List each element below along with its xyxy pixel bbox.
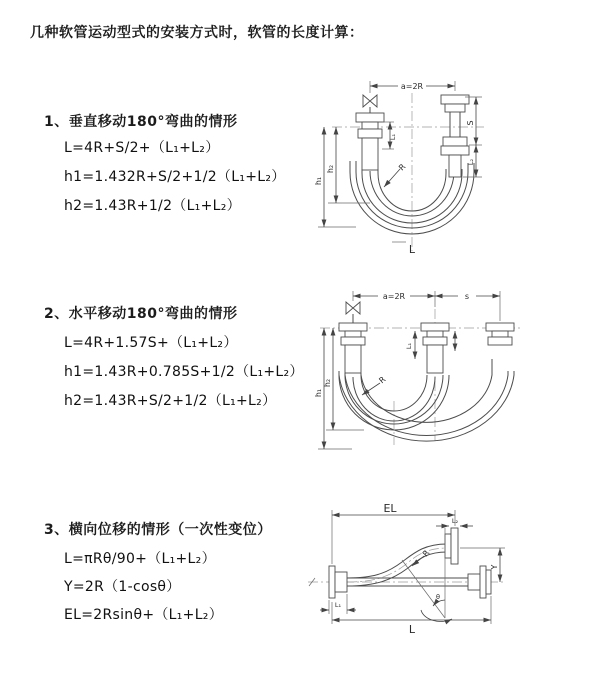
dim-label-r: R: [377, 374, 388, 386]
hose-u-bend-moved: [339, 359, 514, 441]
braid-hatch: [345, 345, 361, 373]
left-fitting: [339, 302, 367, 373]
dim-label-s: s: [464, 292, 470, 301]
dim-label-theta: θ: [436, 593, 440, 601]
dim-label-l1: L₁: [405, 342, 413, 350]
dim-l: [332, 596, 491, 636]
dim-label-l2: L₂: [467, 158, 475, 166]
radius-construction: [402, 528, 452, 621]
dim-l2: [436, 517, 473, 526]
radius-leader: [384, 162, 408, 187]
flange: [421, 323, 449, 331]
formula-line: EL=2Rsinθ+（L₁+L₂）: [64, 607, 224, 623]
right-fitting: [441, 95, 469, 177]
diagram-vertical-180-bend: [308, 65, 593, 265]
diagram-horizontal-180-bend: [312, 283, 600, 461]
dim-label-l: L: [408, 623, 416, 636]
section-1-heading: 1、垂直移动180°弯曲的情形: [44, 114, 238, 130]
dim-label-l: L: [408, 243, 416, 256]
middle-fitting: [421, 323, 449, 373]
flange: [329, 566, 335, 598]
page-title: 几种软管运动型式的安装方式时，软管的长度计算：: [30, 25, 364, 41]
dim-label-h1: h₁: [314, 388, 323, 398]
section-3-heading: 3、横向位移的情形（一次性变位）: [44, 522, 272, 538]
dim-a2r-s: [353, 291, 500, 321]
flange: [486, 323, 514, 331]
flange: [356, 113, 384, 122]
left-fitting: [356, 95, 384, 170]
hose-s-curve: [347, 544, 447, 586]
dim-label-l2: L₂: [451, 517, 459, 525]
dim-label-el: EL: [383, 502, 397, 515]
dim-label-r: R: [397, 162, 408, 173]
formula-line: L=4R+1.57S+（L₁+L₂）: [64, 335, 238, 351]
braid-hatch: [427, 345, 443, 373]
formula-line: h1=1.432R+S/2+1/2（L₁+L₂）: [64, 169, 286, 185]
flange: [480, 566, 486, 598]
dim-l1: [320, 594, 356, 614]
dim-label-r: R: [420, 548, 432, 559]
section-2-heading: 2、水平移动180°弯曲的情形: [44, 306, 238, 322]
dim-l1: [382, 122, 397, 149]
left-fitting: [329, 566, 347, 598]
dim-label-l1: L₁: [389, 133, 397, 141]
formula-line: Y=2R（1-cosθ）: [64, 579, 181, 595]
dim-label-s: S: [466, 120, 475, 126]
upper-flange: [445, 528, 458, 564]
dim-a2r: [370, 81, 455, 93]
formula-line: h2=1.43R+S/2+1/2（L₁+L₂）: [64, 393, 277, 409]
dim-label-l1: L₁: [334, 601, 342, 609]
dim-label-a2r: a=2R: [400, 82, 424, 91]
braid-hatch: [362, 138, 378, 170]
flange: [339, 323, 367, 331]
radius-leader: [362, 375, 388, 395]
dim-label-h2: h₂: [326, 164, 335, 174]
formula-line: h1=1.43R+0.785S+1/2（L₁+L₂）: [64, 364, 304, 380]
flange: [451, 528, 458, 564]
flange: [441, 95, 469, 104]
dim-label-h1: h₁: [314, 176, 323, 186]
formula-line: L=πRθ/90+（L₁+L₂）: [64, 551, 216, 567]
right-fitting: [486, 323, 514, 345]
formula-line: h2=1.43R+1/2（L₁+L₂）: [64, 198, 241, 214]
braid-hatch: [449, 155, 461, 177]
formula-line: L=4R+S/2+（L₁+L₂）: [64, 140, 220, 156]
dim-label-y: Y: [490, 564, 499, 570]
dim-label-a2r: a=2R: [382, 292, 406, 301]
dim-label-h2: h₂: [323, 378, 332, 388]
diagram-lateral-displacement: [300, 498, 600, 650]
dim-l: [392, 242, 416, 256]
dim-el: [332, 502, 455, 564]
